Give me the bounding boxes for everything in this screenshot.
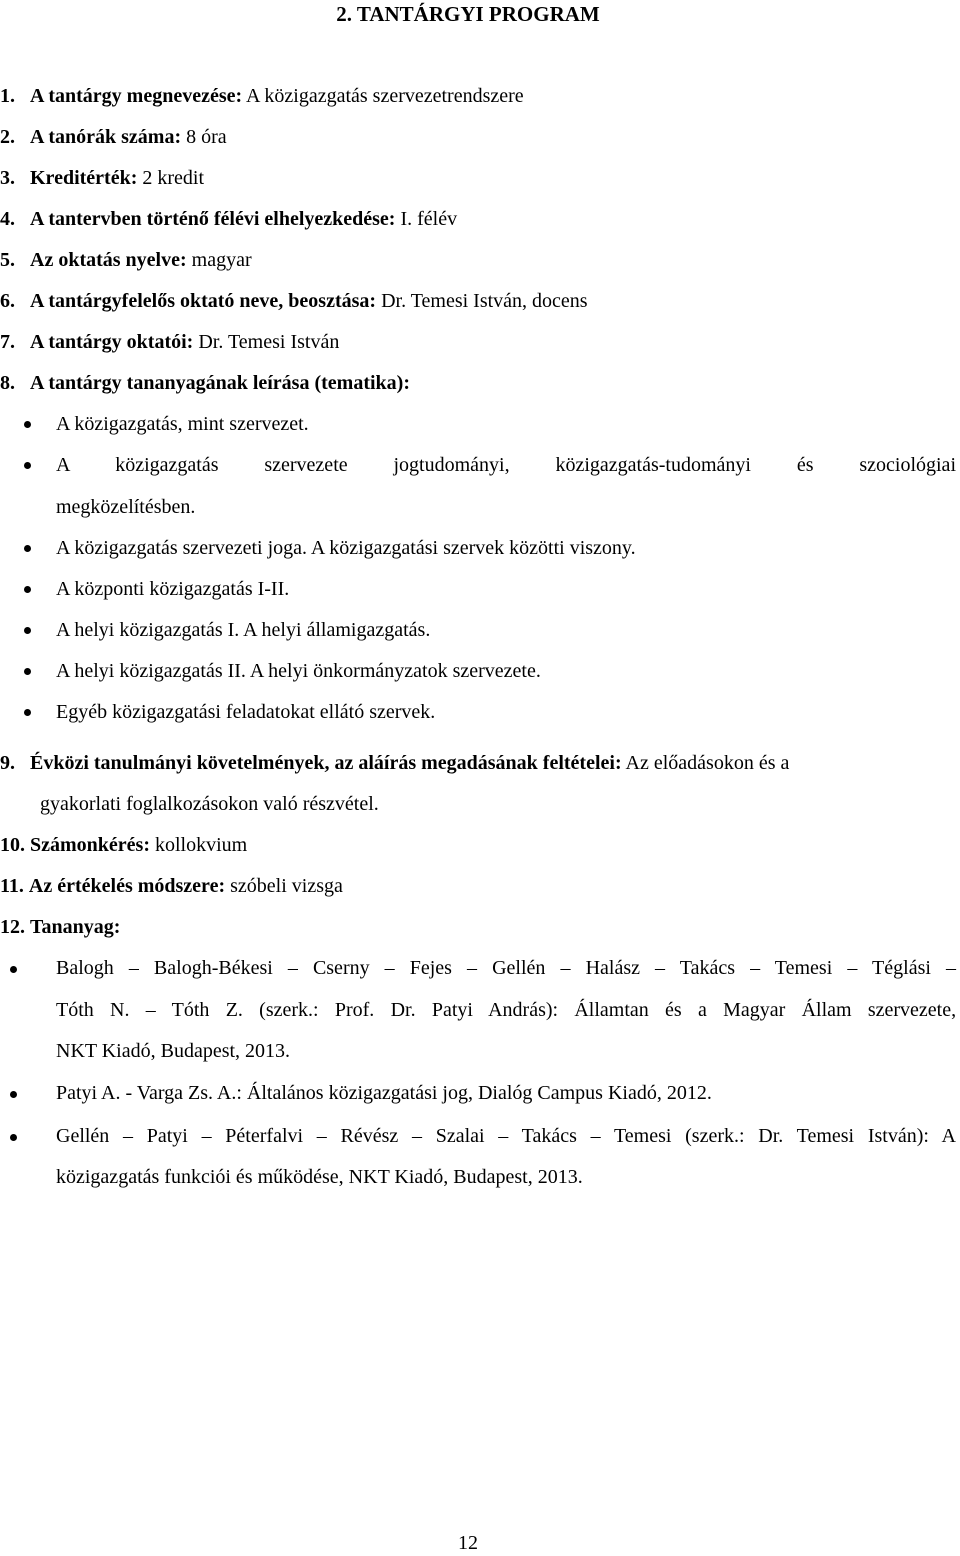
item-number: 12. bbox=[0, 916, 25, 938]
item-value: Az előadásokon és a bbox=[621, 752, 790, 774]
item-number: 9. bbox=[0, 752, 15, 774]
item-3 bbox=[0, 165, 204, 191]
item-1 bbox=[0, 83, 524, 109]
item-value: magyar bbox=[186, 249, 252, 271]
bullet-icon bbox=[24, 668, 31, 675]
reference-item-continuation: Tóth N. – Tóth Z. (szerk.: Prof. Dr. Patyi András): Államtan és a Magyar Állam szervezete, bbox=[56, 999, 957, 1021]
item-number: 7. bbox=[0, 331, 15, 353]
item-label: Évközi tanulmányi követelmények, az aláírás megadásának feltételei: bbox=[30, 752, 622, 774]
item-label: Az oktatás nyelve: bbox=[30, 249, 187, 271]
item-label: A tantárgyfelelős oktató neve, beosztása: bbox=[30, 290, 377, 312]
item-value: 2 kredit bbox=[137, 167, 205, 189]
item-value: Dr. Temesi István, docens bbox=[376, 290, 588, 312]
item-number: 3. bbox=[0, 167, 15, 189]
item-value: kollokvium bbox=[149, 834, 248, 856]
topic-item: A helyi közigazgatás I. A helyi államigazgatás. bbox=[56, 619, 431, 641]
topic-item: A közigazgatás szervezeti joga. A közigazgatási szervek közötti viszony. bbox=[56, 537, 636, 559]
item-label: A tantárgy oktatói: bbox=[30, 331, 194, 353]
item-value: 8 óra bbox=[181, 126, 227, 148]
topic-item: A közigazgatás, mint szervezet. bbox=[56, 413, 309, 435]
bullet-icon bbox=[10, 1134, 17, 1141]
topic-item-continuation: megközelítésben. bbox=[56, 496, 196, 518]
item-number: 6. bbox=[0, 290, 15, 312]
reference-item: Balogh – Balogh-Békesi – Cserny – Fejes – Gellén – Halász – Takács – Temesi – Téglási – bbox=[56, 957, 956, 979]
item-label: Tananyag: bbox=[30, 916, 121, 938]
item-5 bbox=[0, 247, 252, 273]
bullet-icon bbox=[24, 627, 31, 634]
bullet-icon bbox=[10, 1091, 17, 1098]
item-9-continuation: gyakorlati foglalkozásokon való részvétel. bbox=[40, 793, 379, 815]
item-9 bbox=[0, 750, 958, 776]
item-value: A közigazgatás szervezetrendszere bbox=[242, 85, 524, 107]
bullet-icon bbox=[24, 545, 31, 552]
bullet-icon bbox=[24, 586, 31, 593]
bullet-icon bbox=[24, 709, 31, 716]
reference-item: Gellén – Patyi – Péterfalvi – Révész – Szalai – Takács – Temesi (szerk.: Dr. Temesi István): A bbox=[56, 1125, 956, 1147]
topic-item: A közigazgatás szervezete jogtudományi, közigazgatás-tudományi és szociológiai bbox=[56, 454, 956, 476]
bullet-icon bbox=[10, 966, 17, 973]
item-4 bbox=[0, 206, 457, 232]
item-8 bbox=[0, 370, 410, 396]
item-label: A tanórák száma: bbox=[30, 126, 182, 148]
item-number: 10. bbox=[0, 834, 25, 856]
item-number: 4. bbox=[0, 208, 15, 230]
item-number: 5. bbox=[0, 249, 15, 271]
item-6 bbox=[0, 288, 588, 314]
item-number: 2. bbox=[0, 126, 15, 148]
item-label: Az értékelés módszere: bbox=[28, 875, 226, 897]
item-7 bbox=[0, 329, 339, 355]
topic-item: A központi közigazgatás I-II. bbox=[56, 578, 290, 600]
item-11 bbox=[0, 873, 343, 899]
item-label: A tantárgy tananyagának leírása (tematika): bbox=[30, 372, 410, 394]
item-label: A tantervben történő félévi elhelyezkedése: bbox=[30, 208, 396, 230]
reference-item-continuation: közigazgatás funkciói és működése, NKT Kiadó, Budapest, 2013. bbox=[56, 1166, 583, 1188]
reference-item-continuation: NKT Kiadó, Budapest, 2013. bbox=[56, 1040, 291, 1062]
topic-item: Egyéb közigazgatási feladatokat ellátó szervek. bbox=[56, 701, 436, 723]
reference-item: Patyi A. - Varga Zs. A.: Általános közigazgatási jog, Dialóg Campus Kiadó, 2012. bbox=[56, 1082, 712, 1104]
bullet-icon bbox=[24, 421, 31, 428]
item-12 bbox=[0, 914, 120, 940]
item-value: szóbeli vizsga bbox=[225, 875, 343, 897]
item-label: Számonkérés: bbox=[30, 834, 150, 856]
page-number: 12 bbox=[458, 1532, 478, 1554]
topic-item: A helyi közigazgatás II. A helyi önkormányzatok szervezete. bbox=[56, 660, 541, 682]
item-2 bbox=[0, 124, 227, 150]
item-number: 1. bbox=[0, 85, 15, 107]
bullet-icon bbox=[24, 462, 31, 469]
item-value: Dr. Temesi István bbox=[193, 331, 340, 353]
item-number: 8. bbox=[0, 372, 15, 394]
item-value: I. félév bbox=[395, 208, 458, 230]
page-heading: 2. TANTÁRGYI PROGRAM bbox=[336, 2, 600, 26]
item-label: Kreditérték: bbox=[30, 167, 138, 189]
item-label: A tantárgy megnevezése: bbox=[30, 85, 243, 107]
item-10 bbox=[0, 832, 247, 858]
item-number: 11. bbox=[0, 875, 24, 897]
